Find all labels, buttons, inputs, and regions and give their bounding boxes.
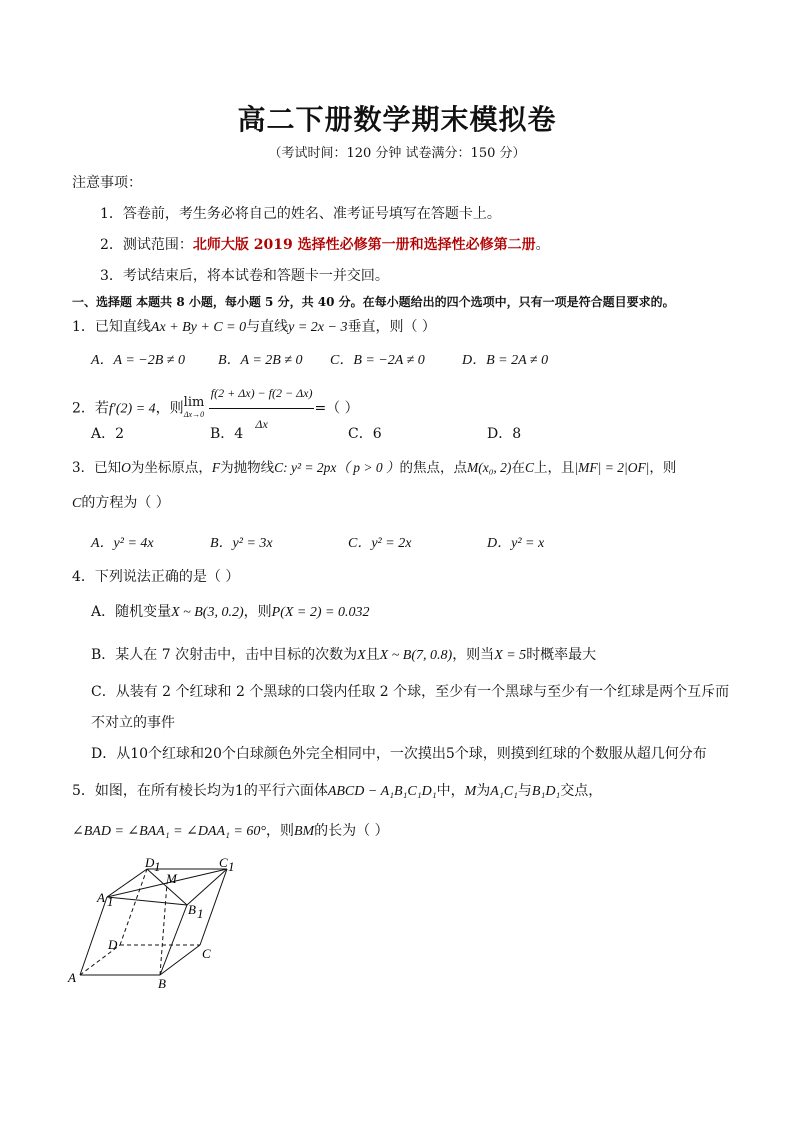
- q5-e: 交点，: [560, 783, 603, 799]
- q4-b-mid2: ，则当: [452, 647, 495, 663]
- label-d1-sub: 1: [154, 859, 161, 874]
- q5-solid: ABCD − A₁B₁C₁D₁: [327, 784, 437, 799]
- notes-heading: 注意事项：: [72, 175, 142, 191]
- parallelepiped-figure: [60, 850, 250, 990]
- q4-option-d: D．从10个红球和20个白球颜色外完全相同中，一次摸出5个球，则摸到红球的个数服从超几何分布: [91, 746, 707, 762]
- q5-b1d1: B₁D₁: [531, 784, 561, 799]
- label-c1: C: [219, 855, 228, 870]
- q2-numerator: f(2 + Δx) − f(2 − Δx): [209, 378, 315, 409]
- note-item-2: [100, 236, 550, 254]
- label-m: M: [166, 871, 177, 886]
- q3-curve: C: [524, 460, 534, 475]
- q3-option-c: C．y² = 2x: [348, 536, 412, 551]
- q4-b-mid: 且: [365, 647, 380, 663]
- edge-dd1-hidden: [120, 869, 147, 945]
- label-d1: D: [145, 855, 155, 870]
- question-5-line-2: [72, 822, 389, 841]
- q4-b-eq: X = 5: [494, 648, 527, 663]
- q3-parabola: C: y² = 2px: [274, 460, 337, 475]
- q5-mid: ，则: [265, 823, 294, 839]
- q2-option-a: A．2: [91, 426, 125, 442]
- q3-relation: |MF| = 2|OF|: [574, 460, 650, 475]
- label-a1-sub: 1: [107, 894, 114, 909]
- q3-option-d: D．y² = x: [487, 536, 545, 551]
- edge-aa1: [80, 897, 107, 975]
- page-title: 高二下册数学期末模拟卷: [237, 103, 557, 136]
- q2-option-b: B．4: [210, 426, 244, 442]
- question-5-line-1: [72, 782, 602, 801]
- q4-a-prefix: A．随机变量: [91, 604, 172, 620]
- q2-prefix: 2．若: [72, 400, 109, 417]
- q3-f: 上，且: [533, 460, 575, 476]
- q3-g: ，则: [649, 460, 677, 476]
- q5-a: 5．如图，在所有棱长均为1的平行六面体: [72, 783, 328, 799]
- section-heading: 一、选择题 本题共 8 小题，每小题 5 分，共 40 分。在每小题给出的四个选项中，只有一项是符合题目要求的。: [72, 295, 675, 309]
- q3-origin: O: [121, 460, 131, 475]
- label-b1-sub: 1: [197, 906, 204, 921]
- q3-a: 3．已知: [72, 460, 122, 476]
- q1-line-2: y = 2x − 3: [288, 320, 348, 335]
- label-a1: A: [97, 890, 105, 905]
- label-d: D: [108, 937, 118, 952]
- label-a: A: [68, 970, 76, 985]
- q1-suffix: 垂直，则（ ）: [347, 319, 436, 335]
- q4-option-c-line-2: 不对立的事件: [91, 715, 175, 731]
- q4-option-b: [91, 646, 596, 665]
- q1-mid: 与直线: [246, 319, 289, 335]
- question-3-line-1: [72, 459, 676, 477]
- q3-cond: （ p > 0 ）: [336, 460, 400, 475]
- q5-b: 中，: [436, 783, 465, 799]
- q3-option-b: B．y² = 3x: [210, 536, 273, 551]
- question-1-stem: [72, 318, 436, 337]
- q4-a-mid: ，则: [243, 604, 272, 620]
- test-scope: 北师大版 2019 选择性必修第一册和选择性必修第二册: [192, 237, 536, 253]
- label-b1: B: [188, 902, 196, 917]
- q4-option-c-line-1: C．从装有 2 个红球和 2 个黑球的口袋内任取 2 个球，至少有一个黑球与至少有一个红球是两个互斥而: [91, 684, 730, 700]
- q3-b: 为坐标原点，: [130, 460, 212, 476]
- q3-point: M(x₀, 2): [467, 460, 512, 475]
- note-item-2-prefix: 2．测试范围：: [100, 237, 193, 253]
- q3-c: 为抛物线: [220, 460, 275, 476]
- q4-b-dist: X ~ B(7, 0.8): [379, 648, 453, 663]
- q5-angles: ∠BAD = ∠BAA₁ = ∠DAA₁ = 60°: [72, 824, 266, 839]
- label-c1-sub: 1: [228, 859, 235, 874]
- q2-option-c: C．6: [348, 426, 382, 442]
- q1-option-c: C．B = −2A ≠ 0: [330, 353, 425, 368]
- exam-info: （考试时间：120 分钟 试卷满分：150 分）: [268, 146, 526, 161]
- question-4-stem: 4．下列说法正确的是（ ）: [72, 569, 240, 585]
- q1-prefix: 1．已知直线: [72, 319, 151, 335]
- q3-e: 在: [511, 460, 525, 476]
- q3-curve-2: C: [72, 496, 82, 511]
- q5-d: 与: [517, 783, 532, 799]
- q5-m: M: [464, 784, 477, 799]
- edge-a1b1: [107, 897, 187, 905]
- label-b: B: [158, 976, 166, 990]
- q5-bm: BM: [293, 824, 315, 839]
- q2-option-d: D．8: [487, 426, 522, 442]
- q1-option-d: D．B = 2A ≠ 0: [462, 353, 549, 368]
- q2-lim-sub: Δx→0: [183, 409, 205, 419]
- q2-lim-text: lim: [183, 394, 205, 410]
- q2-denominator: Δx: [255, 417, 268, 431]
- q3-line-2-text: 的方程为（ ）: [81, 495, 170, 511]
- q4-a-eq: P(X = 2) = 0.032: [271, 605, 370, 620]
- q2-limit: [183, 394, 205, 421]
- q2-suffix: =（ ）: [314, 400, 359, 417]
- label-c: C: [202, 946, 211, 961]
- q4-a-dist: X ~ B(3, 0.2): [171, 605, 244, 620]
- q5-a1c1: A₁C₁: [490, 784, 518, 799]
- q1-option-b: B．A = 2B ≠ 0: [218, 353, 303, 368]
- q1-option-a: A．A = −2B ≠ 0: [91, 353, 185, 368]
- q3-option-a: A．y² = 4x: [91, 536, 154, 551]
- note-item-2-suffix: 。: [535, 237, 550, 253]
- q4-b-prefix: B．某人在 7 次射击中，击中目标的次数为: [91, 647, 358, 663]
- q3-focus: F: [211, 460, 221, 475]
- q5-suffix: 的长为（ ）: [314, 823, 389, 839]
- note-item-1: 1．答卷前，考生务必将自己的姓名、准考证号填写在答题卡上。: [100, 206, 501, 222]
- q4-option-a: [91, 603, 369, 622]
- note-item-3: 3．考试结束后，将本试卷和答题卡一并交回。: [100, 268, 389, 284]
- question-3-line-2: [72, 494, 170, 513]
- segment-bm-hidden: [160, 883, 167, 975]
- q2-condition: f′(2) = 4: [108, 401, 156, 417]
- q5-c: 为: [476, 783, 491, 799]
- q1-line-1: Ax + By + C = 0: [150, 320, 247, 335]
- q2-mid: ，则: [155, 400, 184, 417]
- edge-cc1: [200, 869, 227, 945]
- q3-d: 的焦点，点: [399, 460, 467, 476]
- q4-b-x: X: [357, 648, 366, 663]
- q4-b-suffix: 时概率最大: [526, 647, 597, 663]
